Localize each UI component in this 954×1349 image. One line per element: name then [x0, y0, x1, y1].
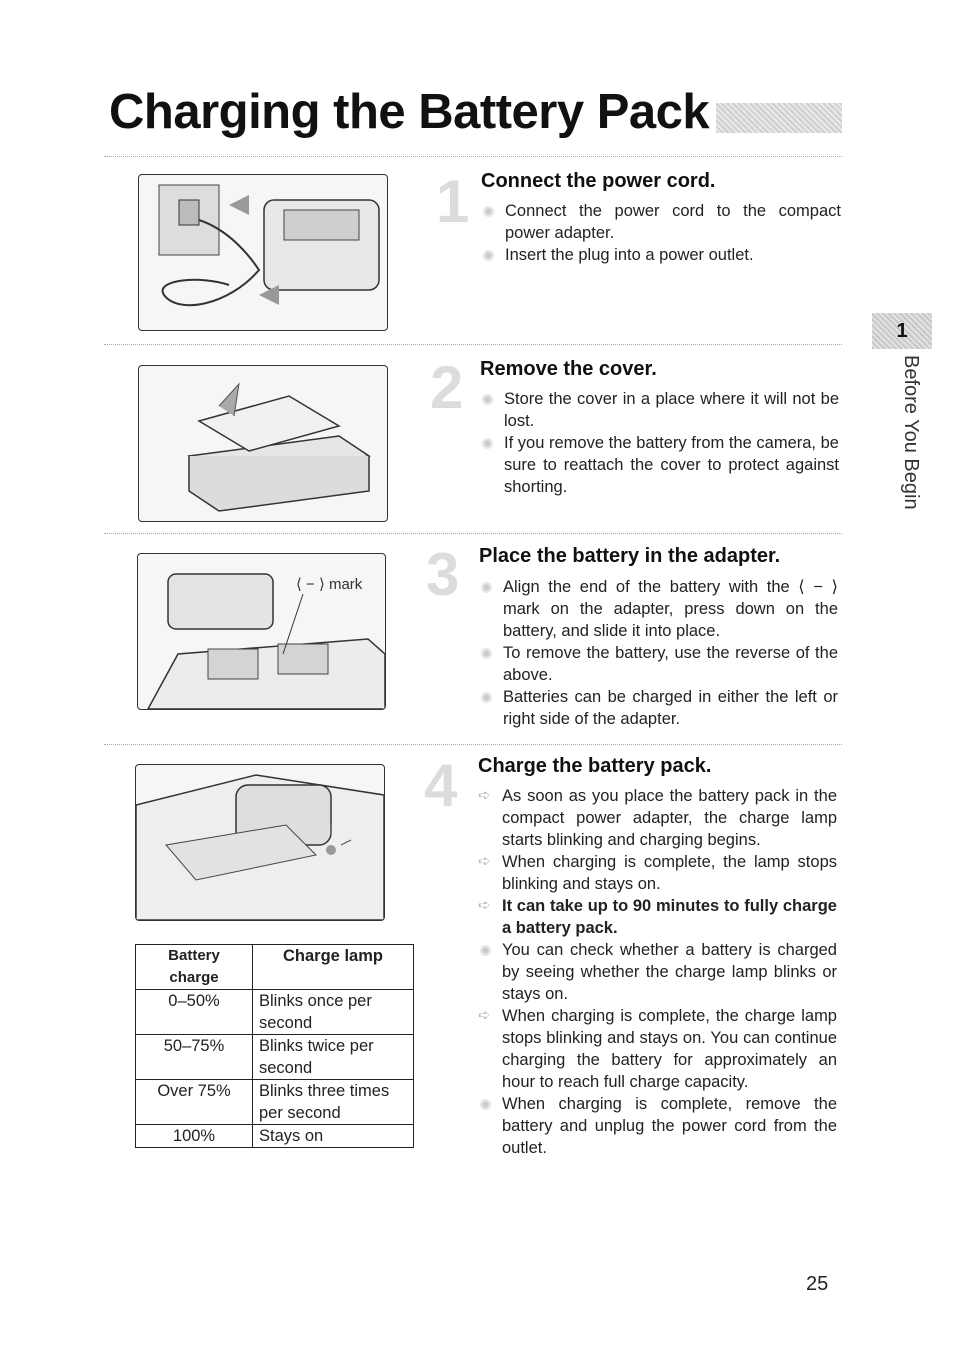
figure-remove-cover [138, 365, 388, 522]
bullet-icon [483, 206, 494, 217]
table-cell: 0–50% [136, 990, 253, 1035]
figure-power-cord [138, 174, 388, 331]
step-title-2: Remove the cover. [480, 358, 657, 380]
cover-removal-illustration [139, 366, 387, 521]
step-2-bullets [480, 388, 839, 498]
list-item: You can check whether a battery is charged by seeing whether the charge lamp blinks or stays on. [478, 939, 837, 1005]
table-cell: Blinks once per second [253, 990, 414, 1035]
step-number-4: 4 [424, 752, 458, 819]
arrow-bullet-icon: ➪ [478, 1007, 491, 1024]
step-4-bullets [478, 785, 837, 1159]
list-item: Connect the power cord to the compact power adapter. [481, 200, 841, 244]
arrow-bullet-icon: ➪ [478, 853, 491, 870]
charging-adapter-illustration [136, 765, 384, 920]
table-cell: 50–75% [136, 1035, 253, 1080]
figure-charging [135, 764, 385, 921]
list-item: Align the end of the battery with the ⟨ − ⟩ mark on the adapter, press down on the battery, and slide it into place. [479, 576, 838, 642]
list-item: ➪ When charging is complete, the charge lamp stops blinking and stays on. You can continue charging the battery for approximately an hour to reach full charge capacity. [478, 1007, 837, 1091]
title-decoration-bar [716, 103, 842, 133]
charge-status-table [135, 944, 414, 1148]
list-item: ➪ As soon as you place the battery pack in the compact power adapter, the charge lamp starts blinking and charging begins. [478, 787, 837, 849]
section-divider [104, 156, 842, 157]
bullet-icon [483, 250, 494, 261]
page-title: Charging the Battery Pack [109, 85, 710, 139]
bullet-icon [481, 692, 492, 703]
step-1-bullets [481, 200, 841, 266]
step-3-bullets [479, 576, 838, 730]
chapter-tab-label: Before You Begin [900, 355, 922, 510]
section-divider [104, 533, 842, 534]
table-cell: Stays on [253, 1125, 414, 1148]
table-row [136, 990, 414, 1035]
step-number-3: 3 [426, 541, 460, 608]
bullet-icon [481, 582, 492, 593]
list-item: Insert the plug into a power outlet. [481, 244, 841, 266]
step-title-4: Charge the battery pack. [478, 755, 712, 777]
table-header: Charge lamp [253, 945, 414, 990]
table-header: Battery charge [136, 945, 253, 990]
bullet-icon [482, 394, 493, 405]
step-title-1: Connect the power cord. [481, 170, 716, 192]
table-row [136, 1125, 414, 1148]
step-number-1: 1 [436, 168, 470, 235]
step-title-3: Place the battery in the adapter. [479, 545, 781, 567]
adapter-plug-illustration [139, 175, 387, 330]
table-cell: Over 75% [136, 1080, 253, 1125]
table-cell: 100% [136, 1125, 253, 1148]
step-number-2: 2 [430, 354, 464, 421]
table-header-row [136, 945, 414, 990]
table-row [136, 1080, 414, 1125]
arrow-bullet-icon: ➪ [478, 787, 491, 804]
bullet-icon [482, 438, 493, 449]
list-item: If you remove the battery from the camera, be sure to reattach the cover to protect against shorting. [480, 432, 839, 498]
bullet-icon [480, 1099, 491, 1110]
bullet-icon [481, 648, 492, 659]
list-item: When charging is complete, remove the battery and unplug the power cord from the outlet. [478, 1093, 837, 1159]
list-item: Batteries can be charged in either the left or right side of the adapter. [479, 686, 838, 730]
table-cell: Blinks three times per second [253, 1080, 414, 1125]
table-cell: Blinks twice per second [253, 1035, 414, 1080]
page-number: 25 [806, 1273, 829, 1295]
list-item: ➪ It can take up to 90 minutes to fully charge a battery pack. [478, 897, 837, 937]
chapter-tab: 1 [872, 313, 932, 349]
section-divider [104, 344, 842, 345]
list-item: To remove the battery, use the reverse of the above. [479, 642, 838, 686]
bullet-icon [480, 945, 491, 956]
list-item: ➪ When charging is complete, the lamp stops blinking and stays on. [478, 853, 837, 893]
minus-mark-label: ⟨ − ⟩ mark [296, 576, 363, 593]
table-row [136, 1035, 414, 1080]
list-item: Store the cover in a place where it will not be lost. [480, 388, 839, 432]
section-divider [104, 744, 842, 745]
arrow-bullet-icon: ➪ [478, 897, 491, 914]
